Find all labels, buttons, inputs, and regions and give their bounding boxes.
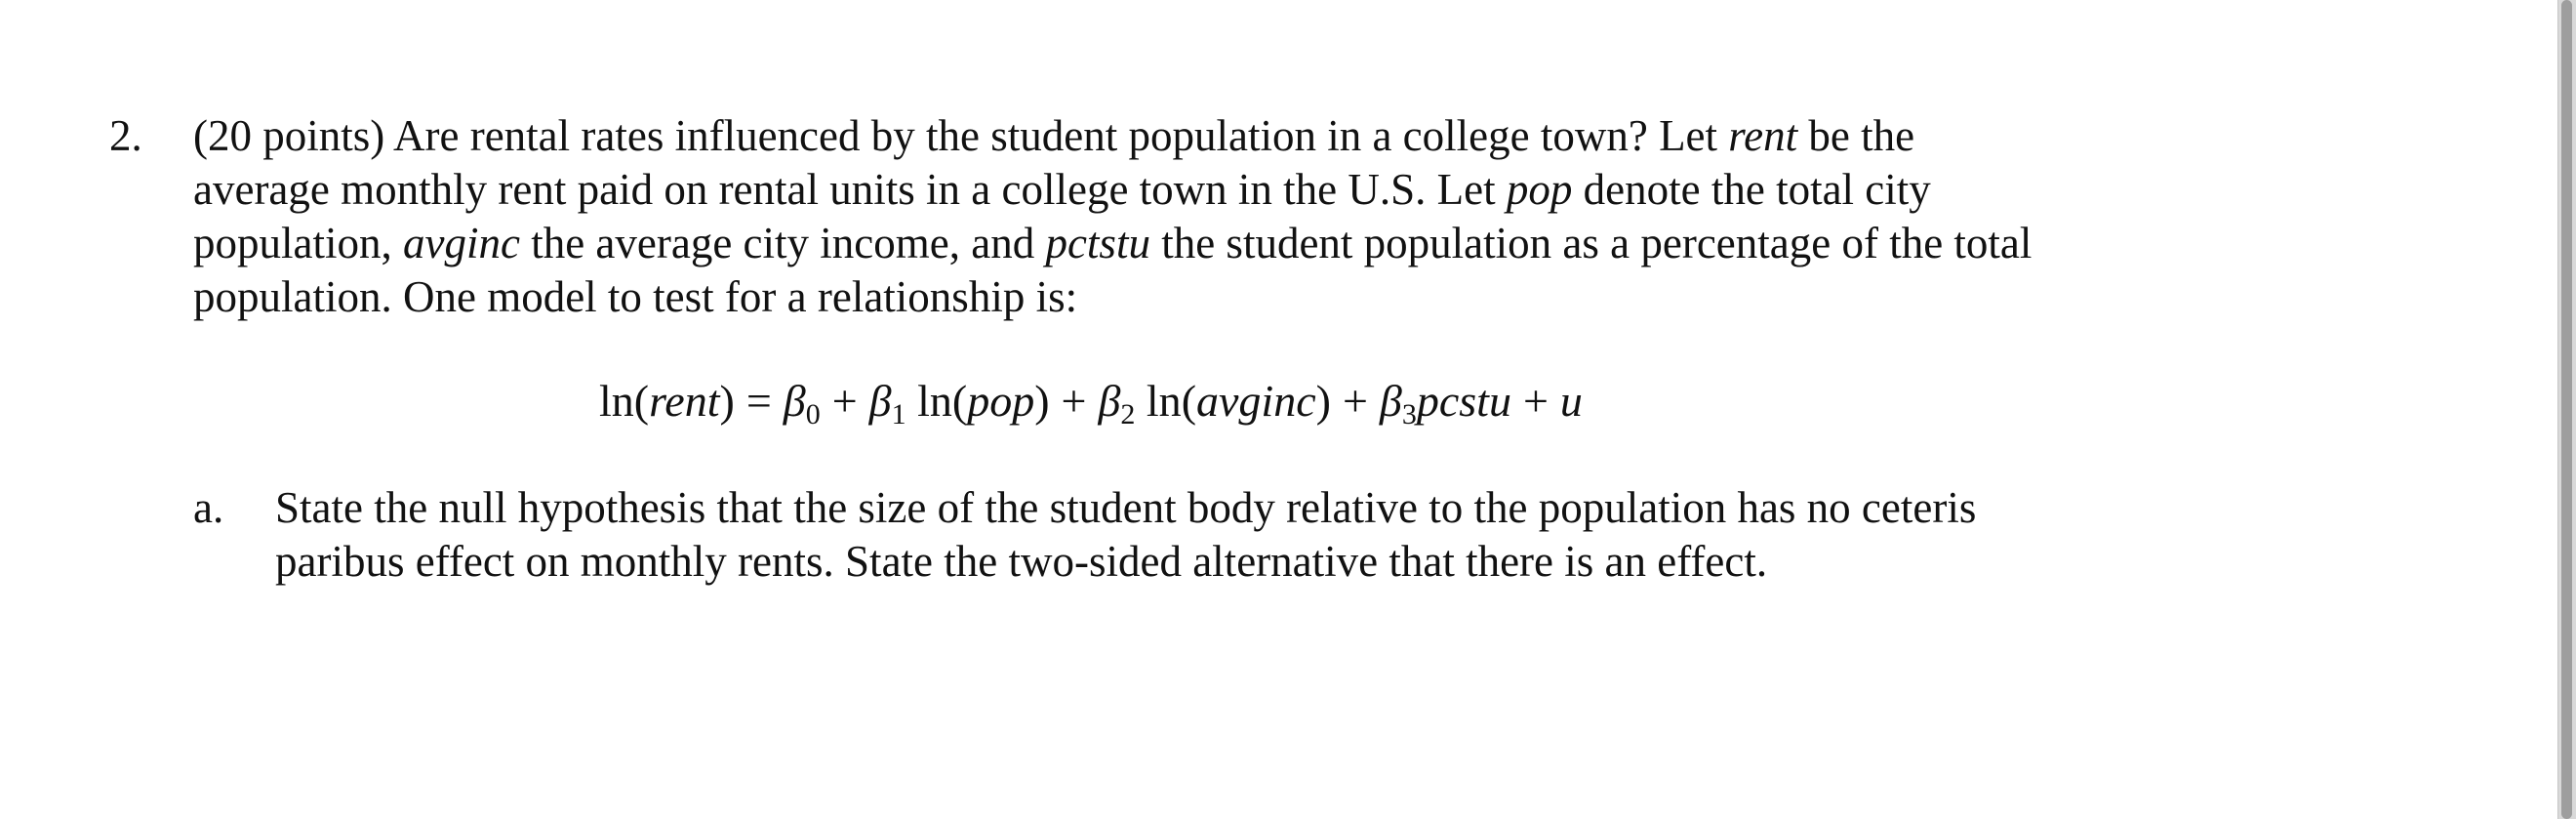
beta-subscript: 0: [805, 398, 821, 430]
plus-sign: +: [1342, 376, 1368, 426]
beta-symbol: β: [1379, 376, 1402, 426]
question-line-1: [193, 109, 2281, 163]
beta-symbol: β: [783, 376, 806, 426]
question-text-segment: the student population as a percentage of the total: [1149, 219, 2033, 267]
variable-rent: rent: [1728, 111, 1798, 160]
question-text-segment: population,: [193, 219, 403, 267]
plus-sign: +: [1522, 376, 1549, 426]
question-text-segment: (20 points) Are rental rates influenced by the student population in a college town? Let: [193, 111, 1729, 160]
ln-function: ln: [1146, 376, 1182, 426]
question-number: 2.: [109, 111, 142, 160]
regression-equation: ln(rent) = $\beta_0 + \beta_1$ $\ln(pop) + \beta_2$ ln(avginc) + $\beta_3pcstu + u$: [599, 376, 1583, 430]
question-line-4: [193, 270, 2281, 324]
question-text-segment: denote the total city: [1572, 165, 1931, 214]
ln-function: ln: [917, 376, 952, 426]
question-text: [193, 109, 2281, 324]
question-text-segment: population. One model to test for a relationship is:: [193, 272, 1078, 321]
question-text-segment: be the: [1797, 111, 1915, 160]
eq-variable-pop: pop: [967, 376, 1035, 426]
vertical-scrollbar[interactable]: [2557, 0, 2576, 819]
ln-function: ln: [599, 376, 634, 426]
beta-symbol: β: [1098, 376, 1121, 426]
variable-pop: pop: [1506, 165, 1573, 214]
plus-sign: +: [1061, 376, 1087, 426]
eq-variable-pcstu: pcstu: [1416, 376, 1511, 426]
part-a-label: a.: [193, 483, 224, 532]
variable-pctstu: pctstu: [1045, 219, 1150, 267]
scrollbar-thumb[interactable]: [2561, 0, 2572, 819]
part-a-line-1: State the null hypothesis that the size of the student body relative to the population has no ceteris: [275, 483, 1977, 532]
variable-avginc: avginc: [402, 219, 520, 267]
beta-subscript: 3: [1401, 398, 1417, 430]
plus-sign: +: [831, 376, 858, 426]
beta-subscript: 2: [1120, 398, 1136, 430]
eq-variable-avginc: avginc: [1196, 376, 1316, 426]
beta-symbol: β: [868, 376, 892, 426]
question-text-segment: average monthly rent paid on rental units in a college town in the U.S. Let: [193, 165, 1507, 214]
question-line-2: [193, 163, 2281, 217]
part-a-text: [275, 481, 2324, 589]
question-text-segment: the average city income, and: [519, 219, 1046, 267]
question-line-3: [193, 217, 2281, 270]
error-term: u: [1559, 376, 1583, 426]
equals-sign: =: [745, 376, 772, 426]
part-a-line-2: paribus effect on monthly rents. State the two-sided alternative that there is an effect.: [275, 537, 1768, 586]
eq-variable-rent: rent: [649, 376, 720, 426]
beta-subscript: 1: [891, 398, 906, 430]
